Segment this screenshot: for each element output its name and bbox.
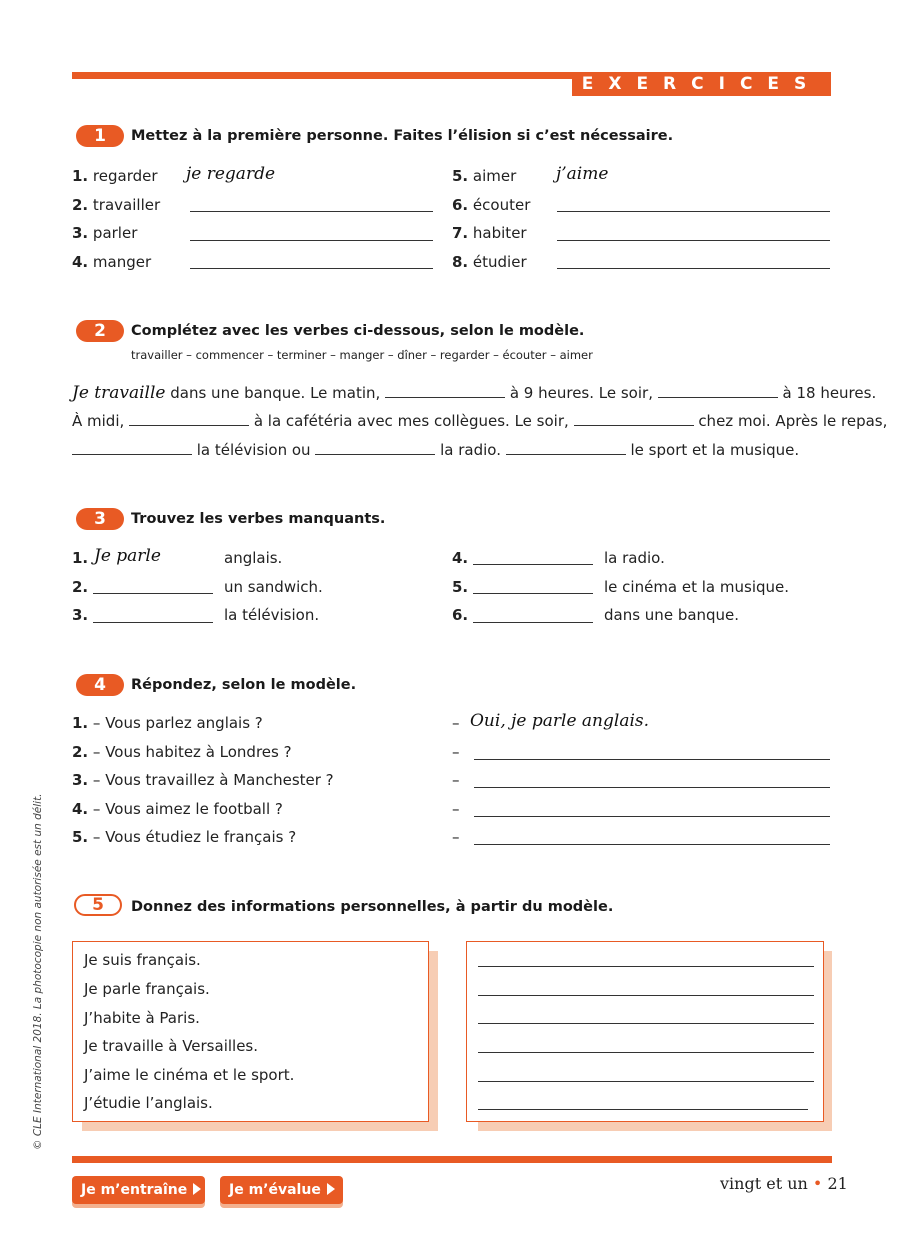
ex2-blank-2[interactable] xyxy=(658,383,778,398)
ex3-answer-line-6[interactable] xyxy=(473,622,593,623)
evalue-button[interactable]: Je m’évalue xyxy=(220,1176,343,1204)
ex3-text-1: anglais. xyxy=(224,549,283,567)
ex2-line-2: À midi, à la cafétéria avec mes collègues. Le soir, chez moi. Après le repas, xyxy=(72,412,888,430)
play-arrow-icon xyxy=(327,1183,335,1195)
exercise-1-instruction: Mettez à la première personne. Faites l’élision si c’est nécessaire. xyxy=(131,128,674,144)
ex2-blank-5[interactable] xyxy=(72,440,192,455)
model-line-1: Je suis français. xyxy=(84,951,201,969)
ex2-blank-6[interactable] xyxy=(315,440,435,455)
model-line-4: Je travaille à Versailles. xyxy=(84,1037,259,1055)
answer-box xyxy=(466,941,824,1122)
ex3-num-1: 1. xyxy=(72,549,89,567)
ex5-answer-line-1[interactable] xyxy=(478,966,814,967)
ex3-num-4: 4. xyxy=(452,549,469,567)
ex5-answer-line-5[interactable] xyxy=(478,1081,814,1082)
exercise-2-instruction: Complétez avec les verbes ci-dessous, selon le modèle. xyxy=(131,323,585,339)
ex4-dash-2: – xyxy=(452,743,460,761)
ex4-dash-4: – xyxy=(452,800,460,818)
ex1-answer-line-8[interactable] xyxy=(557,268,830,269)
exercise-2-badge: 2 xyxy=(76,320,124,342)
ex2-line-3: la télévision ou la radio. le sport et la musique. xyxy=(72,436,799,465)
ex1-item-6: 6. écouter xyxy=(452,196,531,214)
ex5-answer-line-2[interactable] xyxy=(478,995,814,996)
ex2-line-1: Je travaille dans une banque. Le matin, à 9 heures. Le soir, à 18 heures. xyxy=(72,383,877,403)
ex2-blank-3[interactable] xyxy=(129,411,249,426)
ex1-item-1: 1. regarder xyxy=(72,167,158,185)
ex4-answer-line-4[interactable] xyxy=(474,816,830,817)
ex1-answer-line-7[interactable] xyxy=(557,240,830,241)
model-line-2: Je parle français. xyxy=(84,980,210,998)
ex4-answer-line-3[interactable] xyxy=(474,787,830,788)
ex3-num-3: 3. xyxy=(72,606,89,624)
ex4-question-3: 3. – Vous travaillez à Manchester ? xyxy=(72,771,334,789)
ex4-question-5: 5. – Vous étudiez le français ? xyxy=(72,828,297,846)
ex1-answer-line-6[interactable] xyxy=(557,211,830,212)
exercise-1-badge: 1 xyxy=(76,125,124,147)
ex2-blank-4[interactable] xyxy=(574,411,694,426)
ex4-question-1: 1. – Vous parlez anglais ? xyxy=(72,714,263,732)
ex3-text-2: un sandwich. xyxy=(224,578,323,596)
ex1-item-8: 8. étudier xyxy=(452,253,527,271)
ex3-text-6: dans une banque. xyxy=(604,606,740,624)
ex1-item-4: 4. manger xyxy=(72,253,152,271)
ex4-answer-line-2[interactable] xyxy=(474,759,830,760)
section-title: EXERCICES xyxy=(572,72,831,96)
exercise-2-verb-list: travailler – commencer – terminer – manger – dîner – regarder – écouter – aimer xyxy=(131,348,593,362)
entraine-button[interactable]: Je m’entraîne xyxy=(72,1176,205,1204)
ex1-answer-1: je regarde xyxy=(186,164,276,184)
ex1-item-7: 7. habiter xyxy=(452,224,527,242)
ex1-item-5: 5. aimer xyxy=(452,167,517,185)
exercise-3-badge: 3 xyxy=(76,508,124,530)
footer-rule xyxy=(72,1156,832,1163)
model-box xyxy=(72,941,429,1122)
ex2-blank-7[interactable] xyxy=(506,440,626,455)
ex4-question-2: 2. – Vous habitez à Londres ? xyxy=(72,743,292,761)
exercise-4-badge: 4 xyxy=(76,674,124,696)
ex5-answer-line-3[interactable] xyxy=(478,1023,814,1024)
copyright-note: © CLE International 2018. La photocopie non autorisée est un délit. xyxy=(32,793,44,1150)
header-rule xyxy=(72,72,572,79)
ex5-answer-line-4[interactable] xyxy=(478,1052,814,1053)
ex4-question-4: 4. – Vous aimez le football ? xyxy=(72,800,283,818)
exercise-3-instruction: Trouvez les verbes manquants. xyxy=(131,511,386,527)
ex1-item-3: 3. parler xyxy=(72,224,138,242)
ex3-text-5: le cinéma et la musique. xyxy=(604,578,790,596)
ex3-answer-line-2[interactable] xyxy=(93,593,213,594)
ex1-answer-5: j’aime xyxy=(556,164,609,184)
ex4-answer-1: Oui, je parle anglais. xyxy=(470,711,650,731)
ex3-answer-line-5[interactable] xyxy=(473,593,593,594)
ex4-dash-1: – xyxy=(452,714,460,732)
ex1-answer-line-4[interactable] xyxy=(190,268,433,269)
ex1-answer-line-2[interactable] xyxy=(190,211,433,212)
ex1-item-2: 2. travailler xyxy=(72,196,161,214)
model-line-3: J’habite à Paris. xyxy=(84,1009,200,1027)
play-arrow-icon xyxy=(193,1183,201,1195)
ex3-answer-1: Je parle xyxy=(94,546,161,566)
exercise-5-badge: 5 xyxy=(74,894,122,916)
ex3-num-6: 6. xyxy=(452,606,469,624)
ex3-num-2: 2. xyxy=(72,578,89,596)
ex3-answer-line-3[interactable] xyxy=(93,622,213,623)
ex3-text-3: la télévision. xyxy=(224,606,320,624)
ex4-answer-line-5[interactable] xyxy=(474,844,830,845)
ex3-num-5: 5. xyxy=(452,578,469,596)
model-line-6: J’étudie l’anglais. xyxy=(84,1094,213,1112)
ex2-blank-1[interactable] xyxy=(385,383,505,398)
ex4-dash-5: – xyxy=(452,828,460,846)
ex3-text-4: la radio. xyxy=(604,549,665,567)
ex5-answer-line-6[interactable] xyxy=(478,1109,808,1110)
exercise-4-instruction: Répondez, selon le modèle. xyxy=(131,677,357,693)
page-number: vingt et un • 21 xyxy=(720,1174,848,1193)
ex4-dash-3: – xyxy=(452,771,460,789)
model-line-5: J’aime le cinéma et le sport. xyxy=(84,1066,295,1084)
ex3-answer-line-4[interactable] xyxy=(473,564,593,565)
exercise-5-instruction: Donnez des informations personnelles, à partir du modèle. xyxy=(131,899,614,915)
ex1-answer-line-3[interactable] xyxy=(190,240,433,241)
